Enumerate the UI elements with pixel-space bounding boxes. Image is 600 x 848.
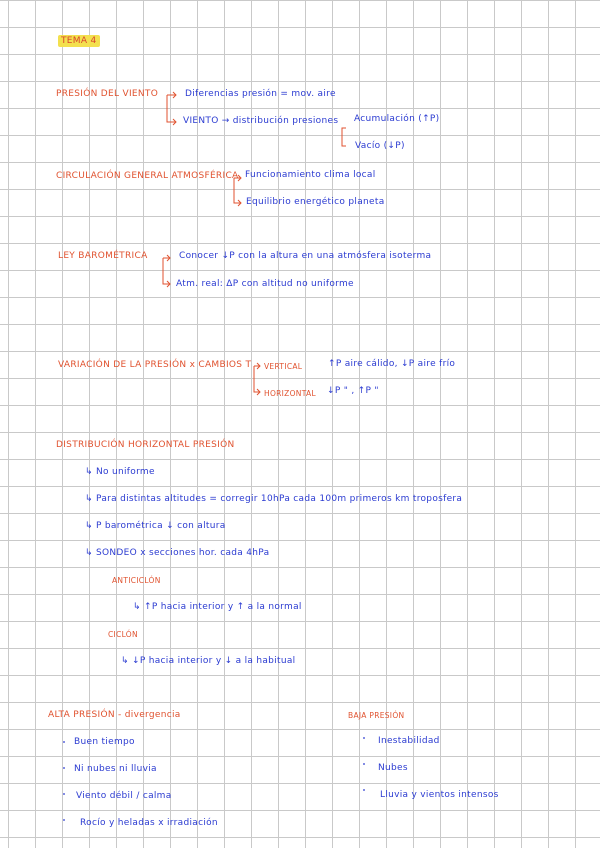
variacion-horizontal-text: ↓P " , ↑P " <box>327 386 379 396</box>
circulacion-item-2: Equilibrio energético planeta <box>246 197 385 207</box>
baja-item: Lluvia y vientos intensos <box>380 790 499 800</box>
variacion-vertical-text: ↑P aire cálido, ↓P aire frío <box>328 359 456 369</box>
distribucion-item: ↳ P barométrica ↓ con altura <box>85 521 226 531</box>
circulacion-title: CIRCULACIÓN GENERAL ATMOSFÉRICA <box>56 171 239 181</box>
presion-item-1: Diferencias presión = mov. aire <box>185 89 336 99</box>
alta-item: Viento débil / calma <box>76 791 172 801</box>
baja-item: Nubes <box>378 763 408 773</box>
anticiclon-label: ANTICICLÓN <box>112 576 161 585</box>
alta-item: Ni nubes ni lluvia <box>74 764 157 774</box>
ciclon-label: CICLÓN <box>108 630 138 639</box>
baja-item: Inestabilidad <box>378 736 440 746</box>
alta-title: ALTA PRESIÓN - divergencia <box>48 710 181 720</box>
presion-title: PRESIÓN DEL VIENTO <box>56 89 159 99</box>
variacion-horizontal: HORIZONTAL <box>264 389 316 398</box>
variacion-vertical: VERTICAL <box>264 362 303 371</box>
baja-title: BAJA PRESIÓN <box>348 711 405 720</box>
ciclon-text: ↳ ↓P hacia interior y ↓ a la habitual <box>121 656 296 666</box>
circulacion-item-1: Funcionamiento clima local <box>245 170 376 180</box>
distribucion-item: ↳ Para distintas altitudes = corregir 10hPa cada 100m primeros km troposfera <box>85 494 463 504</box>
ley-item-1: Conocer ↓P con la altura en una atmósfera isoterma <box>179 251 432 261</box>
alta-item: Buen tiempo <box>74 737 135 747</box>
distribucion-title: DISTRIBUCIÓN HORIZONTAL PRESIÓN <box>56 440 235 450</box>
presion-acumulacion: Acumulación (↑P) <box>354 114 440 124</box>
variacion-title: VARIACIÓN DE LA PRESIÓN x CAMBIOS T <box>58 360 252 370</box>
tema-label <box>58 36 100 47</box>
tema-highlight: TEMA 4 <box>58 35 100 47</box>
anticiclon-text: ↳ ↑P hacia interior y ↑ a la normal <box>133 602 302 612</box>
distribucion-item: ↳ No uniforme <box>85 467 155 477</box>
presion-item-2: VIENTO → distribución presiones <box>183 116 339 126</box>
distribucion-item: ↳ SONDEO x secciones hor. cada 4hPa <box>85 548 270 558</box>
presion-vacio: Vacío (↓P) <box>355 141 405 151</box>
alta-item: Rocío y heladas x irradiación <box>80 818 218 828</box>
ley-title: LEY BAROMÉTRICA <box>58 251 148 261</box>
ley-item-2: Atm. real: ΔP con altitud no uniforme <box>176 279 354 289</box>
